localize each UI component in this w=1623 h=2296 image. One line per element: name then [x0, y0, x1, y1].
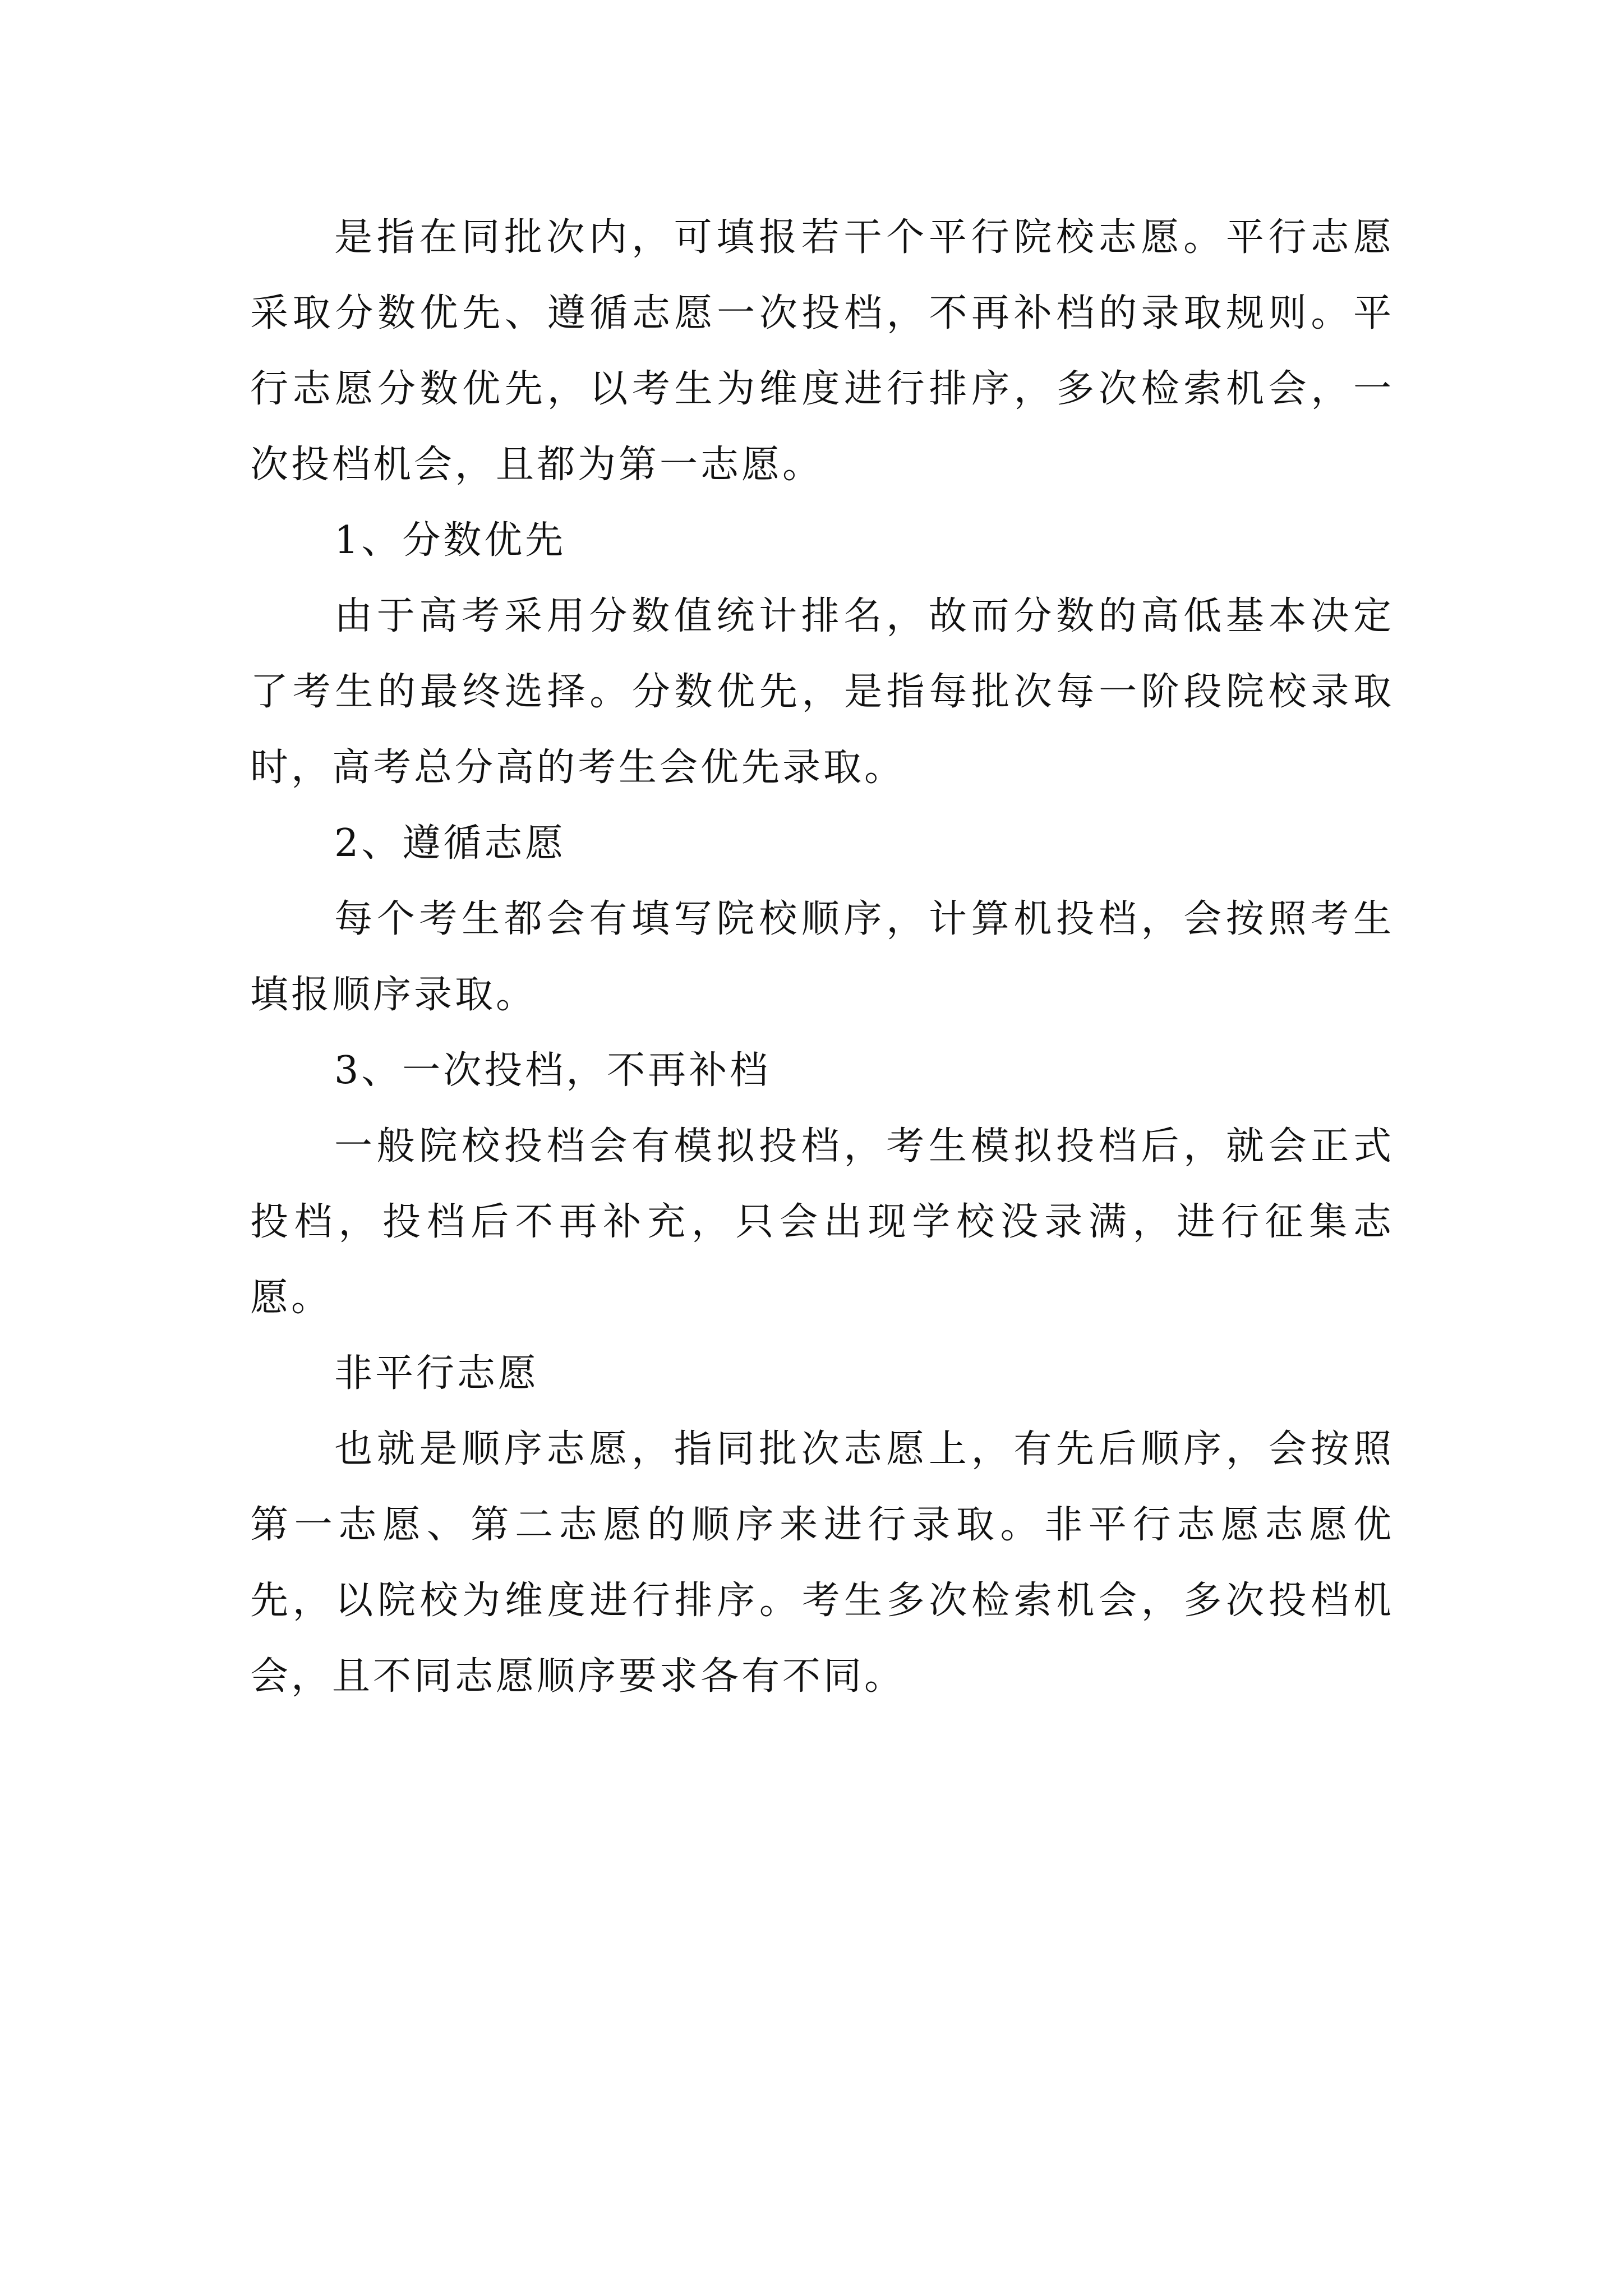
- paragraph-parallel-definition: 是指在同批次内，可填报若干个平行院校志愿。平行志愿采取分数优先、遵循志愿一次投档，不再补档的录取规则。平行志愿分数优先，以考生为维度进行排序，多次检索机会，一次投档机会，且都为第一志愿。: [250, 215, 1394, 487]
- paragraph-score-priority: 由于高考采用分数值统计排名，故而分数的高低基本决定了考生的最终选择。分数优先，是指每批次每一阶段院校录取时，高考总分高的考生会优先录取。: [250, 594, 1394, 790]
- document-body: [250, 200, 1394, 1714]
- paragraph-follow-preference: 每个考生都会有填写院校顺序，计算机投档，会按照考生填报顺序录取。: [250, 897, 1394, 1017]
- heading-single-submission: 3、一次投档，不再补档: [334, 1048, 771, 1093]
- paragraph-non-parallel: 也就是顺序志愿，指同批次志愿上，有先后顺序，会按照第一志愿、第二志愿的顺序来进行录取。非平行志愿志愿优先，以院校为维度进行排序。考生多次检索机会，多次投档机会，且不同志愿顺序要求各有不同。: [250, 1427, 1394, 1699]
- heading-follow-preference: 2、遵循志愿: [334, 821, 566, 866]
- heading-score-priority: 1、分数优先: [334, 518, 566, 563]
- paragraph-single-submission: 一般院校投档会有模拟投档，考生模拟投档后，就会正式投档，投档后不再补充，只会出现学校没录满，进行征集志愿。: [250, 1124, 1394, 1320]
- heading-non-parallel: 非平行志愿: [334, 1351, 540, 1396]
